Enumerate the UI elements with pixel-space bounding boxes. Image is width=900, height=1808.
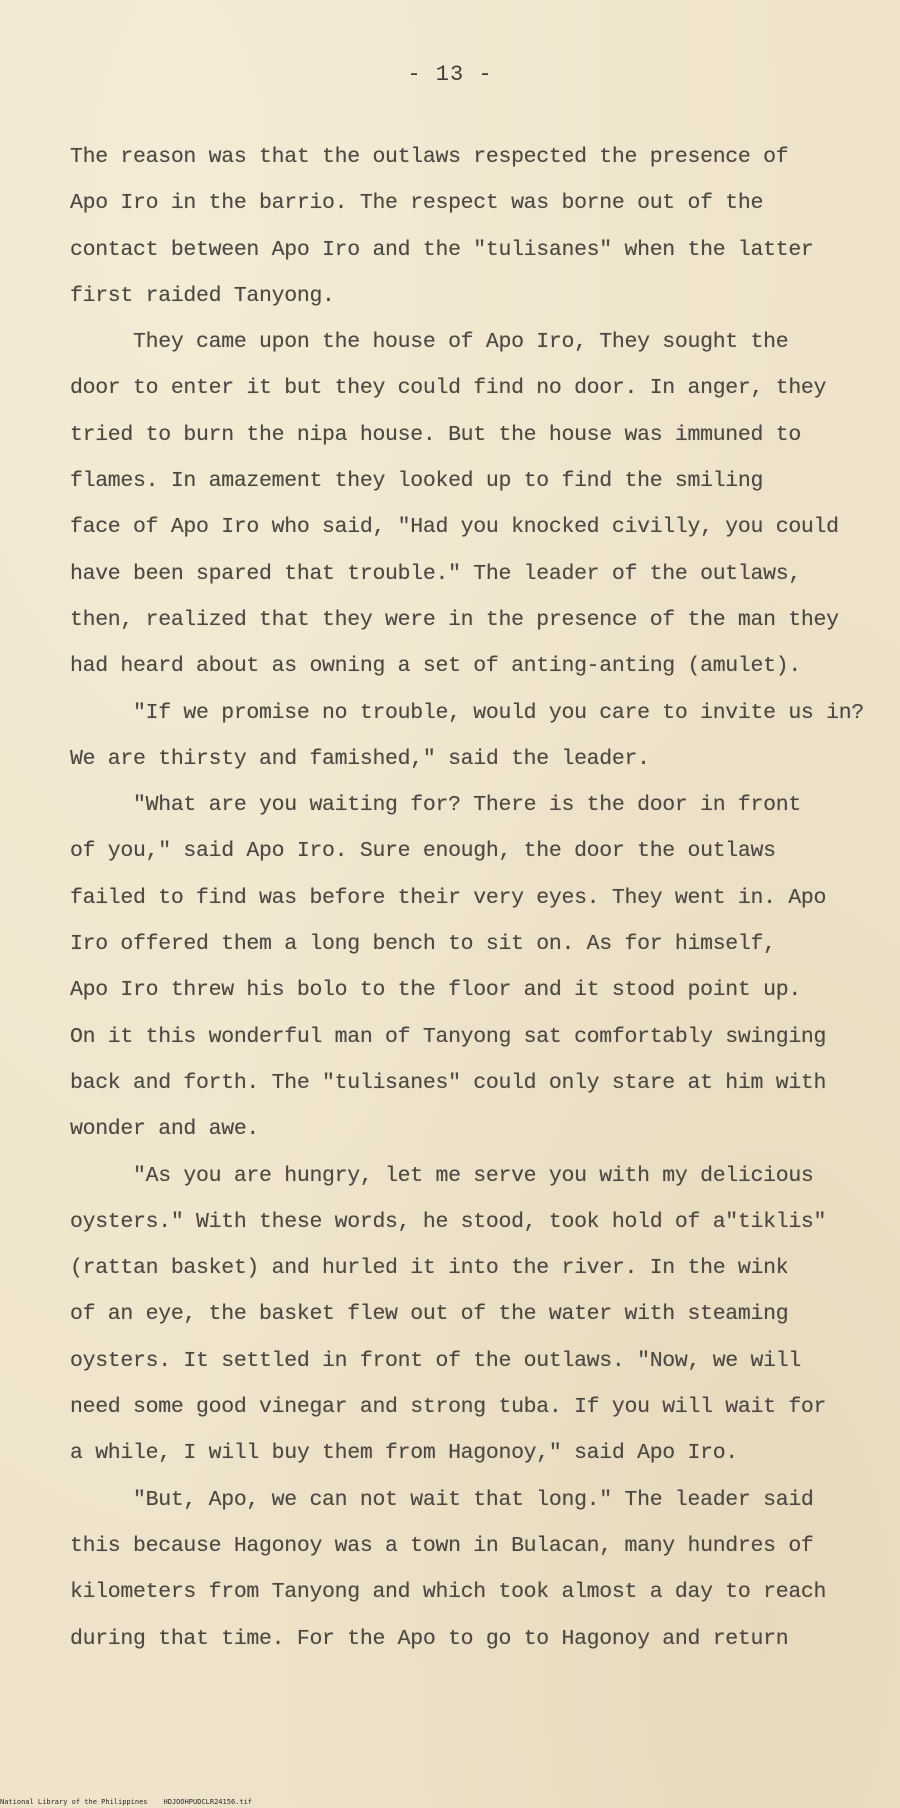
text-line: (rattan basket) and hurled it into the river. In the wink: [70, 1256, 789, 1281]
page-number: - 13 -: [407, 62, 493, 87]
scan-footer: [0, 1797, 900, 1807]
text-line: of an eye, the basket flew out of the water with steaming: [70, 1302, 789, 1327]
text-line: a while, I will buy them from Hagonoy," said Apo Iro.: [70, 1441, 738, 1466]
text-line: this because Hagonoy was a town in Bulacan, many hundres of: [70, 1533, 814, 1558]
text-line: then, realized that they were in the presence of the man they: [70, 607, 839, 632]
body-text: [70, 134, 900, 1662]
text-line: had heard about as owning a set of anting-anting (amulet).: [70, 654, 801, 679]
text-line: "As you are hungry, let me serve you with my delicious: [70, 1163, 814, 1188]
text-line: door to enter it but they could find no door. In anger, they: [70, 376, 827, 401]
text-line: We are thirsty and famished," said the leader.: [70, 746, 650, 771]
text-line: tried to burn the nipa house. But the house was immuned to: [70, 422, 801, 447]
text-line: kilometers from Tanyong and which took almost a day to reach: [70, 1580, 827, 1605]
text-line: need some good vinegar and strong tuba. If you will wait for: [70, 1395, 827, 1420]
text-line: The reason was that the outlaws respected the presence of: [70, 145, 789, 169]
text-line: "What are you waiting for? There is the door in front: [70, 793, 801, 818]
text-line: failed to find was before their very eyes. They went in. Apo: [70, 885, 827, 910]
text-line: during that time. For the Apo to go to Hagonoy and return: [70, 1626, 789, 1651]
footer-source: National Library of the Philippines: [0, 1798, 148, 1806]
text-line: "But, Apo, we can not wait that long." The leader said: [70, 1487, 814, 1512]
text-line: Iro offered them a long bench to sit on. As for himself,: [70, 932, 776, 957]
text-line: face of Apo Iro who said, "Had you knocked civilly, you could: [70, 515, 839, 540]
text-line: They came upon the house of Apo Iro, They sought the: [70, 330, 789, 355]
text-line: oysters. It settled in front of the outlaws. "Now, we will: [70, 1348, 801, 1373]
text-line: Apo Iro in the barrio. The respect was borne out of the: [70, 191, 764, 216]
text-line: first raided Tanyong.: [70, 283, 335, 308]
text-line: back and forth. The "tulisanes" could only stare at him with: [70, 1070, 827, 1095]
text-line: oysters." With these words, he stood, took hold of a"tiklis": [70, 1209, 827, 1234]
text-line: of you," said Apo Iro. Sure enough, the door the outlaws: [70, 839, 776, 864]
text-line: contact between Apo Iro and the "tulisanes" when the latter: [70, 237, 814, 262]
text-line: Apo Iro threw his bolo to the floor and it stood point up.: [70, 978, 801, 1003]
text-line: have been spared that trouble." The leader of the outlaws,: [70, 561, 801, 586]
text-line: "If we promise no trouble, would you care to invite us in?: [70, 700, 864, 725]
text-line: wonder and awe.: [70, 1117, 260, 1142]
text-line: On it this wonderful man of Tanyong sat comfortably swinging: [70, 1024, 827, 1049]
footer-file: HDJOOHPUDCLR24156.tif: [163, 1798, 253, 1806]
text-line: flames. In amazement they looked up to find the smiling: [70, 469, 764, 494]
